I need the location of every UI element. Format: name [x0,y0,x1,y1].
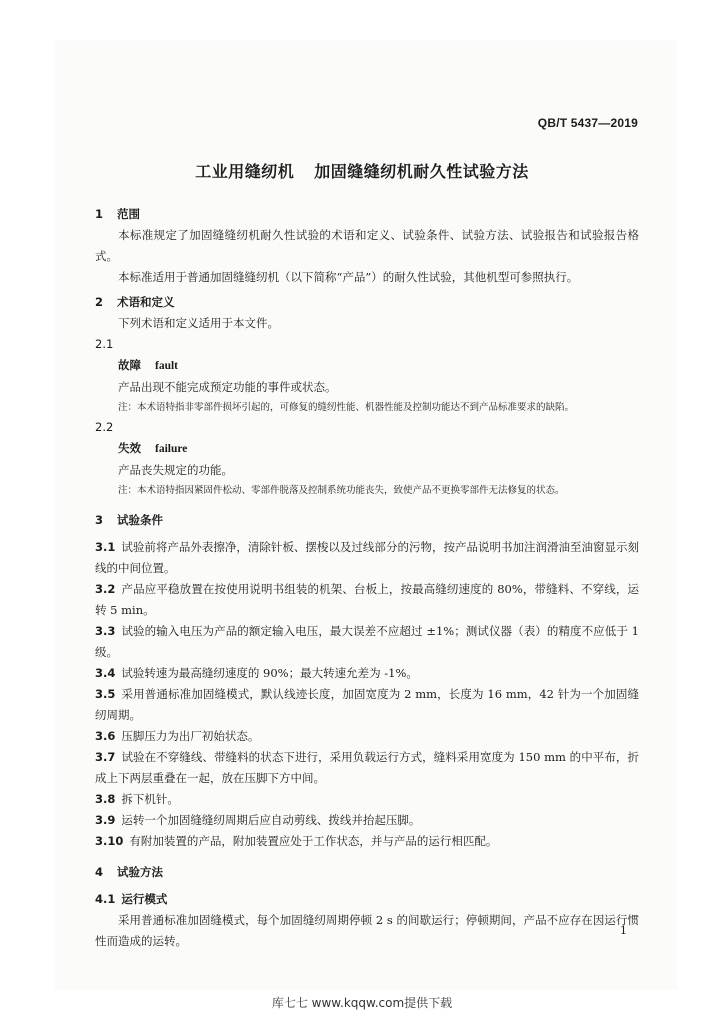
clause-3-6: 3.6 压脚压力为出厂初始状态。 [95,729,260,743]
section-1-heading [95,204,639,225]
clause-3-7: 3.7 试验在不穿缝线、带缝料的状态下进行，采用负载运行方式，缝料采用宽度为 150 mm 的中平布，折成上下两层重叠在一起，放在压脚下方中间。 [95,750,639,785]
title-part1: 工业用缝纫机 [195,162,295,181]
section-4-heading [95,862,639,883]
term-note: 注：本术语特指非零部件损坏引起的，可修复的缝纫性能、机器性能及控制功能达不到产品标准要求的缺陷。 [118,402,575,413]
section-3-heading [95,510,639,531]
term-heading [95,438,639,460]
terms-intro: 下列术语和定义适用于本文件。 [118,316,279,330]
section-number: 4 [95,865,104,879]
term-en: failure [155,443,188,455]
clause-3-8: 3.8 拆下机针。 [95,792,179,806]
document-body [95,200,639,952]
download-footer: 库七七 www.kqqw.com提供下载 [271,996,453,1010]
clause-3-1: 3.1 试验前将产品外表擦净，清除针板、摆梭以及过线部分的污物，按产品说明书加注润滑油至油窗显示刻线的中间位置。 [95,540,639,575]
clause-3-2: 3.2 产品应平稳放置在按使用说明书组装的机架、台板上，按最高缝纫速度的 80%，带缝料、不穿线，运转 5 min。 [95,582,639,617]
clause-3-10: 3.10 有附加装置的产品，附加装置应处于工作状态，并与产品的运行相匹配。 [95,834,498,848]
document-title [0,159,724,182]
section-title: 试验方法 [117,865,163,879]
term-definition: 产品丧失规定的功能。 [118,463,233,477]
clause-3-5: 3.5 采用普通标准加固缝模式，默认线迹长度，加固宽度为 2 mm，长度为 16 mm，42 针为一个加固缝纫周期。 [95,687,639,722]
section-number: 1 [95,207,104,221]
section-title: 术语和定义 [117,295,175,309]
section-title: 试验条件 [117,513,163,527]
clause-3-4: 3.4 试验转速为最高缝纫速度的 90%；最大转速允差为 -1%。 [95,666,418,680]
section-number: 3 [95,513,104,527]
scope-paragraph-1: 本标准规定了加固缝缝纫机耐久性试验的术语和定义、试验条件、试验方法、试验报告和试验报告格式。 [95,228,639,263]
term-en: fault [155,360,178,372]
clause-4-1-text: 采用普通标准加固缝模式，每个加固缝纫周期停顿 2 s 的间歇运行；停顿期间，产品不应存在因运行惯性而造成的运转。 [95,913,639,948]
section-2-heading [95,292,639,313]
standard-code: QB/T 5437—2019 [537,116,638,130]
section-title: 范围 [117,207,140,221]
term-number: 2.2 [95,420,114,434]
term-heading [95,355,639,377]
page-number: 1 [620,924,627,937]
term-definition: 产品出现不能完成预定功能的事件或状态。 [118,380,337,394]
term-zh: 失效 [118,441,141,455]
clause-4-1-heading: 4.1 运行模式 [95,892,168,906]
term-number: 2.1 [95,337,114,351]
term-zh: 故障 [118,358,141,372]
scope-paragraph-2: 本标准适用于普通加固缝缝纫机（以下简称“产品”）的耐久性试验，其他机型可参照执行。 [118,270,579,284]
clause-3-3: 3.3 试验的输入电压为产品的额定输入电压，最大误差不应超过 ±1%；测试仪器（表）的精度不应低于 1 级。 [95,624,639,659]
clause-3-9: 3.9 运转一个加固缝缝纫周期后应自动剪线、拨线并抬起压脚。 [95,813,421,827]
section-number: 2 [95,295,104,309]
term-note: 注：本术语特指因紧固件松动、零部件脱落及控制系统功能丧失，致使产品不更换零部件无法修复的状态。 [118,485,565,496]
title-part2: 加固缝缝纫机耐久性试验方法 [314,162,529,181]
